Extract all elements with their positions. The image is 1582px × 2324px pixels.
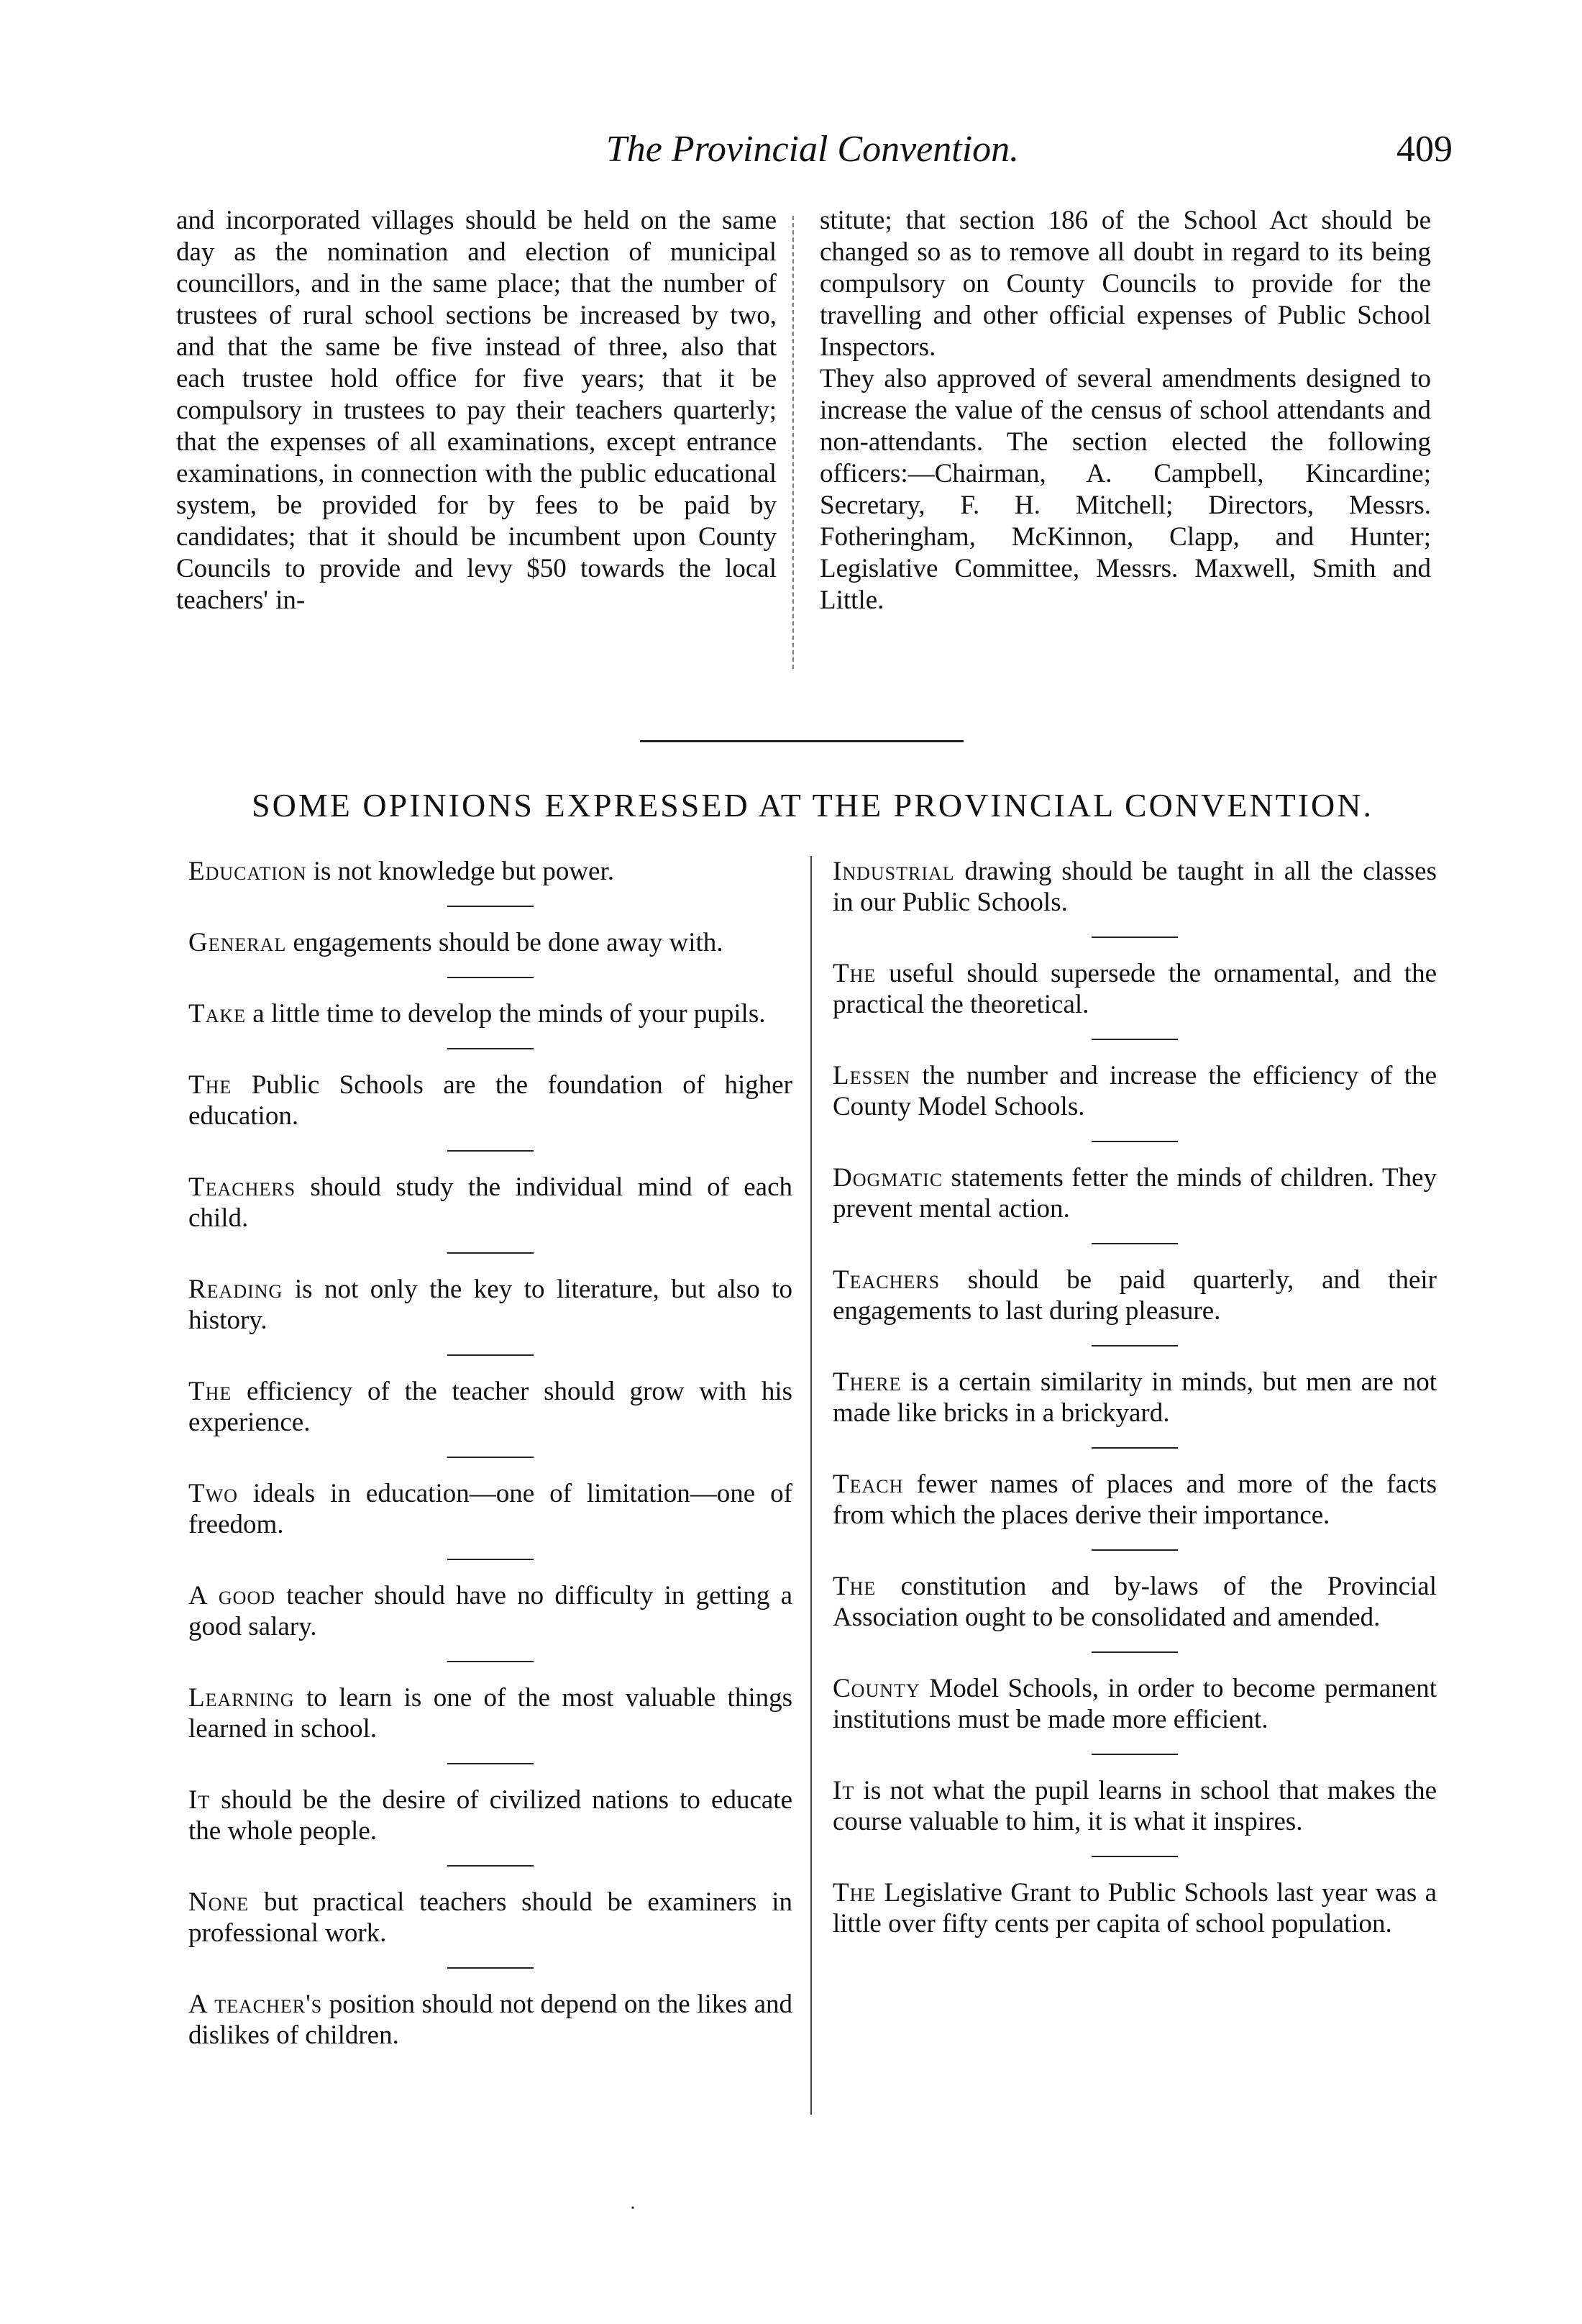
opinion-lead: The	[833, 1878, 877, 1908]
opinion-lead: Two	[188, 1479, 238, 1508]
opinion-separator	[447, 1559, 534, 1560]
opinion-lead: The	[833, 959, 877, 988]
opinion-text: Legislative Grant to Public Schools last year was a little over fifty cents per capita of school population.	[833, 1878, 1437, 1938]
opinion-separator	[447, 1967, 534, 1969]
opinion-separator	[447, 1048, 534, 1049]
opinion-text: constitution and by-laws of the Provincial Association ought to be consolidated and amended.	[833, 1572, 1437, 1632]
opinion-item	[188, 1887, 792, 1949]
opinion-item	[188, 1172, 792, 1234]
opinion-lead: Education	[188, 857, 307, 886]
opinion-separator	[1092, 1651, 1178, 1653]
column-divider-bottom	[810, 856, 812, 2115]
opinion-lead: Dogmatic	[833, 1163, 943, 1193]
opinion-text: should be the desire of civilized nations to educate the whole people.	[188, 1785, 792, 1846]
opinion-item	[188, 856, 792, 887]
footer-ornament: ·	[629, 2196, 636, 2220]
opinion-text: statements fetter the minds of children. They prevent mental action.	[833, 1163, 1437, 1223]
opinion-text: Model Schools, in order to become permanent institutions must be made more efficient.	[833, 1674, 1437, 1734]
opinion-separator	[447, 1865, 534, 1867]
opinion-text: should study the individual mind of each child.	[188, 1172, 792, 1233]
opinion-lead: The	[833, 1572, 877, 1601]
opinion-lead: The	[188, 1070, 232, 1100]
opinion-text: is not only the key to literature, but also to history.	[188, 1275, 792, 1335]
opinion-separator	[1092, 1754, 1178, 1755]
opinion-text: but practical teachers should be examiners in professional work.	[188, 1887, 792, 1948]
opinion-item	[833, 1162, 1437, 1224]
opinion-lead: Teachers	[833, 1265, 941, 1295]
opinion-separator	[447, 1457, 534, 1458]
opinion-item	[188, 1478, 792, 1540]
opinion-lead: A teacher's	[188, 1990, 323, 2019]
opinion-separator	[1092, 1856, 1178, 1857]
opinion-separator	[447, 1150, 534, 1152]
opinion-separator	[447, 1763, 534, 1764]
opinion-lead: Reading	[188, 1275, 283, 1304]
opinion-text: is a certain similarity in minds, but men are not made like bricks in a brickyard.	[833, 1367, 1437, 1428]
opinion-item	[188, 1070, 792, 1131]
opinion-item	[188, 1682, 792, 1744]
opinion-separator	[447, 1252, 534, 1254]
opinion-separator	[1092, 1243, 1178, 1244]
opinion-text: ideals in education—one of limitation—one of freedom.	[188, 1479, 792, 1539]
opinion-text: a little time to develop the minds of your pupils.	[246, 999, 766, 1029]
opinion-item	[833, 856, 1437, 918]
opinion-text: drawing should be taught in all the classes in our Public Schools.	[833, 857, 1437, 917]
opinion-separator	[447, 1354, 534, 1356]
opinion-item	[188, 1785, 792, 1846]
opinion-item	[833, 1877, 1437, 1939]
opinion-item	[833, 958, 1437, 1020]
running-title: The Provincial Convention.	[605, 129, 1020, 170]
opinion-item	[833, 1367, 1437, 1428]
opinion-item	[188, 998, 792, 1029]
opinion-item	[833, 1264, 1437, 1326]
opinion-text: is not what the pupil learns in school that makes the course valuable to him, it is what it inspires.	[833, 1776, 1437, 1836]
opinion-text: useful should supersede the ornamental, and the practical the theoretical.	[833, 959, 1437, 1019]
opinion-lead: It	[188, 1785, 211, 1815]
top-right-column	[820, 205, 1431, 616]
opinion-lead: Lessen	[833, 1061, 911, 1090]
opinion-separator	[1092, 1345, 1178, 1346]
opinion-lead: Teach	[833, 1469, 904, 1499]
opinion-separator	[447, 906, 534, 907]
section-heading: SOME OPINIONS EXPRESSED AT THE PROVINCIAL CONVENTION.	[252, 787, 1373, 824]
opinion-text: the number and increase the efficiency of the County Model Schools.	[833, 1061, 1437, 1121]
opinion-lead: It	[833, 1776, 855, 1805]
column-divider-top	[792, 216, 794, 669]
opinion-item	[833, 1060, 1437, 1122]
page-number: 409	[1396, 129, 1453, 170]
opinion-item	[833, 1469, 1437, 1531]
opinion-item	[188, 1580, 792, 1642]
opinion-text: efficiency of the teacher should grow with his experience.	[188, 1377, 792, 1437]
opinion-text: teacher should have no difficulty in getting a good salary.	[188, 1581, 792, 1641]
opinion-text: to learn is one of the most valuable things learned in school.	[188, 1683, 792, 1744]
opinion-text: engagements should be done away with.	[286, 928, 723, 957]
opinions-right-column	[833, 856, 1437, 1939]
opinion-lead: General	[188, 928, 287, 957]
opinion-item	[833, 1571, 1437, 1633]
opinion-item	[188, 1989, 792, 2051]
opinion-item	[188, 1274, 792, 1336]
opinion-lead: Industrial	[833, 857, 955, 886]
opinion-item	[833, 1673, 1437, 1735]
opinions-left-column	[188, 856, 792, 2051]
opinion-text: is not knowledge but power.	[306, 857, 614, 886]
paragraph: They also approved of several amendments designed to increase the value of the census of school attendants and non-attendants. The section elected the following officers:—Chairman, A. Campbell, Kincardine; Secretary, F. H. Mitchell; Directors, Messrs. Fotheringham, McKinnon, Clapp, and Hunter; Legislative Committee, Messrs. Maxwell, Smith and Little.	[820, 364, 1431, 615]
opinion-lead: None	[188, 1887, 250, 1917]
opinion-text: fewer names of places and more of the facts from which the places derive their importance.	[833, 1469, 1437, 1530]
section-divider	[640, 740, 964, 742]
opinion-lead: A good	[188, 1581, 275, 1610]
opinion-lead: Take	[188, 999, 247, 1029]
opinion-lead: Teachers	[188, 1172, 296, 1202]
opinion-text: position should not depend on the likes and dislikes of children.	[188, 1990, 793, 2050]
opinion-lead: County	[833, 1674, 920, 1703]
opinion-item	[188, 927, 792, 958]
opinion-lead: The	[188, 1377, 232, 1406]
opinion-separator	[1092, 1447, 1178, 1449]
paragraph: stitute; that section 186 of the School Act should be changed so as to remove all doubt in regard to its being compulsory on County Councils to provide for the travelling and other official expenses of Public School Inspectors.	[820, 206, 1431, 362]
top-left-column	[176, 205, 777, 616]
paragraph: and incorporated villages should be held on the same day as the nomination and election of municipal councillors, and in the same place; that the number of trustees of rural school sections be increased by two, and that the same be five instead of three, also that each trustee hold office for five years; that it be compulsory in trustees to pay their teachers quarterly; that the expenses of all examinations, except entrance examinations, in connection with the public educational system, be provided for by fees to be paid by candidates; that it should be incumbent upon County Councils to provide and levy $50 towards the local teachers' in-	[176, 206, 777, 615]
opinion-lead: There	[833, 1367, 902, 1397]
opinion-separator	[1092, 1141, 1178, 1142]
opinion-separator	[447, 1661, 534, 1662]
opinion-text: Public Schools are the foundation of higher education.	[188, 1070, 792, 1131]
opinion-lead: Learning	[188, 1683, 295, 1713]
opinion-separator	[447, 977, 534, 978]
opinion-item	[833, 1775, 1437, 1837]
opinion-separator	[1092, 1549, 1178, 1551]
opinion-separator	[1092, 1039, 1178, 1040]
opinion-text: should be paid quarterly, and their engagements to last during pleasure.	[833, 1265, 1437, 1326]
opinion-item	[188, 1376, 792, 1438]
opinion-separator	[1092, 937, 1178, 938]
